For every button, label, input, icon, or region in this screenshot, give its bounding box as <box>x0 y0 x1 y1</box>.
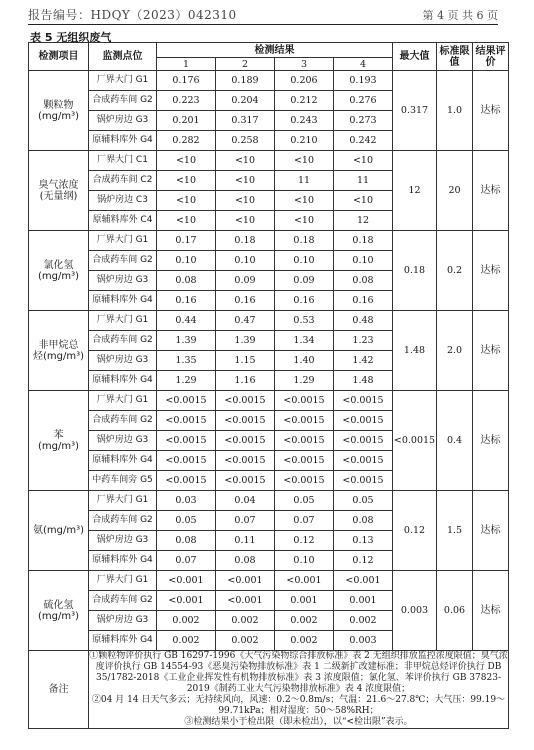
pollutant-item: 颗粒物 (mg/m³) <box>29 71 89 151</box>
monitoring-point: 原辅料库外 G4 <box>89 131 157 151</box>
result-value: 0.08 <box>334 511 393 531</box>
result-value: 0.201 <box>157 111 216 131</box>
result-value: 0.002 <box>157 631 216 651</box>
result-value: <0.0015 <box>216 411 275 431</box>
result-value: <10 <box>216 151 275 171</box>
result-value: <0.0015 <box>157 391 216 411</box>
result-value: <10 <box>157 211 216 231</box>
result-value: 0.204 <box>216 91 275 111</box>
result-value: 0.001 <box>275 591 334 611</box>
result-value: 0.04 <box>216 491 275 511</box>
monitoring-point: 原辅料库外 G4 <box>89 291 157 311</box>
result-value: <0.0015 <box>216 391 275 411</box>
result-value: 0.08 <box>216 551 275 571</box>
monitoring-point: 原辅料库外 G4 <box>89 551 157 571</box>
result-value: 0.44 <box>157 311 216 331</box>
result-col-4: 4 <box>334 58 393 71</box>
pollutant-item: 臭气浓度 (无量纲) <box>29 151 89 231</box>
monitoring-point: 合成药车间 C2 <box>89 171 157 191</box>
limit-value: 1.5 <box>437 491 473 571</box>
evaluation: 达标 <box>473 151 509 231</box>
result-value: 0.09 <box>216 271 275 291</box>
result-value: 1.48 <box>334 371 393 391</box>
result-value: <10 <box>275 191 334 211</box>
header-results: 检测结果 <box>157 43 393 58</box>
result-value: 0.05 <box>157 511 216 531</box>
note-line: ③检测结果小于检出限（即未检出），以“<检出限”表示。 <box>184 717 413 727</box>
result-value: 1.15 <box>216 351 275 371</box>
table-row <box>29 71 509 91</box>
header-eval: 结果评价 <box>473 43 509 71</box>
result-value: <0.0015 <box>275 451 334 471</box>
result-value: <0.0015 <box>275 431 334 451</box>
result-value: 0.212 <box>275 91 334 111</box>
pollutant-item: 苯 (mg/m³) <box>29 391 89 491</box>
result-value: 0.16 <box>275 291 334 311</box>
max-value: 0.18 <box>393 231 437 311</box>
result-value: 0.16 <box>216 291 275 311</box>
table-row <box>29 151 509 171</box>
result-col-2: 2 <box>216 58 275 71</box>
result-value: 0.09 <box>275 271 334 291</box>
monitoring-point: 厂界大门 C1 <box>89 151 157 171</box>
monitoring-point: 厂界大门 G1 <box>89 391 157 411</box>
monitoring-point: 合成药车间 G2 <box>89 331 157 351</box>
result-value: 0.48 <box>334 311 393 331</box>
result-value: 0.276 <box>334 91 393 111</box>
result-value: <0.0015 <box>334 391 393 411</box>
table-row <box>29 571 509 591</box>
monitoring-point: 锅炉房边 G3 <box>89 531 157 551</box>
monitoring-point: 原辅料库外 G4 <box>89 451 157 471</box>
result-value: 1.39 <box>157 331 216 351</box>
notes-row <box>29 651 509 729</box>
result-value: 1.39 <box>216 331 275 351</box>
result-value: <0.001 <box>157 591 216 611</box>
evaluation: 达标 <box>473 311 509 391</box>
result-value: <10 <box>216 191 275 211</box>
result-value: <0.001 <box>157 571 216 591</box>
monitoring-point: 锅炉房边 G3 <box>89 611 157 631</box>
pollutant-item: 氨(mg/m³) <box>29 491 89 571</box>
pollutant-item: 非甲烷总 烃(mg/m³) <box>29 311 89 391</box>
result-value: 1.35 <box>157 351 216 371</box>
note-line: ①颗粒物评价执行 GB 16297-1996《大气污染物综合排放标准》表 2 无组织排放监控浓度限值；臭气浓度评价执行 GB 14554-93《恶臭污染物排放标准》表 1 二级新扩改建标准；非甲烷总烃评价执行 DB 35/1782-2018《工业企业挥发性有机物排放标准》表 3 浓度限值；氯化氢、苯评价执行 GB 37823-2019《制药工业大气污染物排放标准》表 4 浓度限值； <box>89 651 508 694</box>
result-value: 0.07 <box>157 551 216 571</box>
result-value: 0.002 <box>275 631 334 651</box>
result-value: 0.10 <box>275 251 334 271</box>
table-row <box>29 231 509 251</box>
result-value: 0.317 <box>216 111 275 131</box>
result-value: 0.18 <box>216 231 275 251</box>
report-number: 报告编号：HDQY（2023）042310 <box>28 8 237 22</box>
monitoring-point: 锅炉房边 G3 <box>89 351 157 371</box>
max-value: 0.12 <box>393 491 437 571</box>
result-value: 1.40 <box>275 351 334 371</box>
max-value: 1.48 <box>393 311 437 391</box>
report-header <box>28 4 498 25</box>
result-value: 1.42 <box>334 351 393 371</box>
monitoring-point: 原辅料库外 C4 <box>89 211 157 231</box>
result-value: 0.12 <box>275 531 334 551</box>
result-value: 0.08 <box>334 271 393 291</box>
result-value: 0.223 <box>157 91 216 111</box>
result-value: 0.17 <box>157 231 216 251</box>
monitoring-point: 合成药车间 G2 <box>89 511 157 531</box>
result-value: 11 <box>275 171 334 191</box>
result-value: 0.258 <box>216 131 275 151</box>
monitoring-point: 中药车间旁 G5 <box>89 471 157 491</box>
result-value: <0.0015 <box>275 411 334 431</box>
result-value: 12 <box>334 211 393 231</box>
evaluation: 达标 <box>473 571 509 651</box>
result-value: <10 <box>157 191 216 211</box>
monitoring-point: 厂界大门 G1 <box>89 571 157 591</box>
result-value: 0.03 <box>157 491 216 511</box>
evaluation: 达标 <box>473 491 509 571</box>
result-value: <0.0015 <box>334 451 393 471</box>
result-value: 0.47 <box>216 311 275 331</box>
result-value: <0.0015 <box>157 411 216 431</box>
monitoring-point: 厂界大门 G1 <box>89 231 157 251</box>
header-location: 监测点位 <box>89 43 157 71</box>
result-value: 0.16 <box>334 291 393 311</box>
result-value: 0.002 <box>334 611 393 631</box>
result-value: 0.282 <box>157 131 216 151</box>
result-value: 0.10 <box>275 551 334 571</box>
monitoring-point: 锅炉房边 G3 <box>89 271 157 291</box>
result-value: 0.193 <box>334 71 393 91</box>
result-value: 1.34 <box>275 331 334 351</box>
monitoring-point: 原辅料库外 G4 <box>89 371 157 391</box>
max-value: <0.0015 <box>393 391 437 491</box>
result-value: 0.002 <box>275 611 334 631</box>
result-col-3: 3 <box>275 58 334 71</box>
result-value: 1.23 <box>334 331 393 351</box>
result-value: <0.0015 <box>216 431 275 451</box>
monitoring-point: 锅炉房边 G3 <box>89 431 157 451</box>
result-value: 0.08 <box>157 531 216 551</box>
monitoring-point: 合成药车间 G2 <box>89 251 157 271</box>
result-value: 0.53 <box>275 311 334 331</box>
limit-value: 20 <box>437 151 473 231</box>
result-value: <0.0015 <box>216 451 275 471</box>
monitoring-point: 锅炉房边 C3 <box>89 191 157 211</box>
result-value: <10 <box>334 191 393 211</box>
result-value: <0.0015 <box>157 431 216 451</box>
note-line: ②04 月 14 日天气多云；无持续风向，风速：0.2～0.8m/s；气温：21.6～27.8℃；大气压：99.19～99.71kPa；相对湿度：50～58%RH； <box>91 695 506 716</box>
monitoring-point: 厂界大门 G1 <box>89 491 157 511</box>
result-value: 0.10 <box>216 251 275 271</box>
result-value: 0.002 <box>157 611 216 631</box>
max-value: 12 <box>393 151 437 231</box>
result-value: <0.0015 <box>275 391 334 411</box>
result-value: <10 <box>157 151 216 171</box>
result-value: <0.0015 <box>334 411 393 431</box>
evaluation: 达标 <box>473 231 509 311</box>
limit-value: 2.0 <box>437 311 473 391</box>
monitoring-point: 原辅料库外 G4 <box>89 631 157 651</box>
result-value: <0.0015 <box>216 471 275 491</box>
limit-value: 0.06 <box>437 571 473 651</box>
result-col-1: 1 <box>157 58 216 71</box>
evaluation: 达标 <box>473 71 509 151</box>
result-value: 0.002 <box>216 631 275 651</box>
result-value: 0.189 <box>216 71 275 91</box>
result-value: <10 <box>275 211 334 231</box>
result-value: <0.001 <box>334 571 393 591</box>
monitoring-point: 合成药车间 G2 <box>89 411 157 431</box>
result-value: 0.273 <box>334 111 393 131</box>
result-value: <0.001 <box>216 591 275 611</box>
result-value: 0.05 <box>275 491 334 511</box>
result-value: 0.206 <box>275 71 334 91</box>
result-value: 0.13 <box>334 531 393 551</box>
header-max: 最大值 <box>393 43 437 71</box>
monitoring-point: 厂界大门 G1 <box>89 311 157 331</box>
result-value: 0.210 <box>275 131 334 151</box>
result-value: 0.18 <box>275 231 334 251</box>
result-value: <10 <box>157 171 216 191</box>
table-row <box>29 391 509 411</box>
monitoring-point: 合成药车间 G2 <box>89 591 157 611</box>
result-value: <0.001 <box>275 571 334 591</box>
result-value: 0.176 <box>157 71 216 91</box>
limit-value: 1.0 <box>437 71 473 151</box>
monitoring-point: 锅炉房边 G3 <box>89 111 157 131</box>
page-indicator: 第 4 页 共 6 页 <box>422 9 498 22</box>
table-row <box>29 491 509 511</box>
result-value: <0.0015 <box>157 471 216 491</box>
pollutant-item: 氯化氢 (mg/m³) <box>29 231 89 311</box>
result-value: <10 <box>216 171 275 191</box>
result-value: 0.07 <box>216 511 275 531</box>
max-value: 0.003 <box>393 571 437 651</box>
evaluation: 达标 <box>473 391 509 491</box>
result-value: 0.001 <box>334 591 393 611</box>
result-value: <10 <box>275 151 334 171</box>
result-value: 0.242 <box>334 131 393 151</box>
result-value: <0.0015 <box>157 451 216 471</box>
pollutant-item: 硫化氢 (mg/m³) <box>29 571 89 651</box>
monitoring-point: 厂界大门 G1 <box>89 71 157 91</box>
result-value: 0.12 <box>334 551 393 571</box>
result-value: <0.0015 <box>334 431 393 451</box>
result-value: <10 <box>216 211 275 231</box>
result-value: 0.07 <box>275 511 334 531</box>
max-value: 0.317 <box>393 71 437 151</box>
result-value: <0.0015 <box>334 471 393 491</box>
result-value: <0.0015 <box>275 471 334 491</box>
header-limit: 标准限值 <box>437 43 473 71</box>
result-value: 1.16 <box>216 371 275 391</box>
table-row <box>29 311 509 331</box>
limit-value: 0.2 <box>437 231 473 311</box>
result-value: 0.10 <box>334 251 393 271</box>
result-value: 0.10 <box>157 251 216 271</box>
notes-content <box>89 651 509 729</box>
monitoring-point: 合成药车间 G2 <box>89 91 157 111</box>
header-item: 检测项目 <box>29 43 89 71</box>
result-value: 1.29 <box>275 371 334 391</box>
result-value: 1.29 <box>157 371 216 391</box>
result-value: 0.18 <box>334 231 393 251</box>
notes-label: 备注 <box>29 651 89 729</box>
result-value: 0.11 <box>216 531 275 551</box>
result-value: 0.05 <box>334 491 393 511</box>
result-value: <0.001 <box>216 571 275 591</box>
result-value: 0.243 <box>275 111 334 131</box>
result-value: 0.002 <box>216 611 275 631</box>
result-value: 0.08 <box>157 271 216 291</box>
result-value: <10 <box>334 151 393 171</box>
result-value: 11 <box>334 171 393 191</box>
table-caption: 表 5 无组织废气 <box>30 31 112 44</box>
result-value: 0.16 <box>157 291 216 311</box>
limit-value: 0.4 <box>437 391 473 491</box>
result-value: 0.003 <box>334 631 393 651</box>
emission-table <box>28 42 509 729</box>
